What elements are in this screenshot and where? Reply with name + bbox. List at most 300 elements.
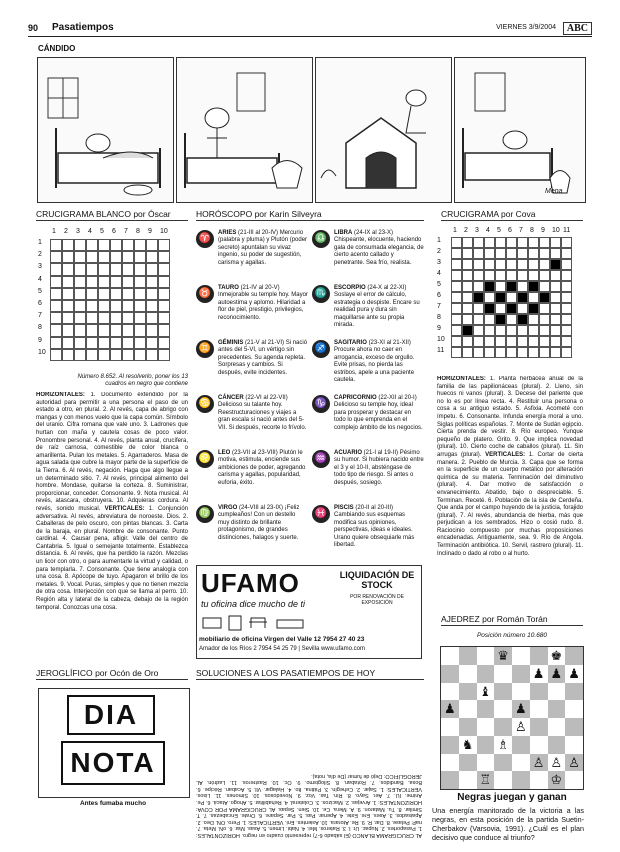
jeroglifico-word-1: DIA <box>67 695 155 735</box>
crossword-cell[interactable] <box>528 303 539 314</box>
crossword-cell[interactable] <box>62 312 74 324</box>
crossword-cell[interactable] <box>561 303 572 314</box>
chess-piece: ♙ <box>568 754 580 770</box>
crossword-cell[interactable] <box>74 239 86 251</box>
crossword-cell[interactable] <box>462 325 473 336</box>
crossword-cell[interactable] <box>506 303 517 314</box>
crossword-cell[interactable] <box>50 324 62 336</box>
crossword-cell[interactable] <box>134 276 146 288</box>
crossword-cell[interactable] <box>539 270 550 281</box>
sign-dates: (22-XII al 20-I) <box>378 395 417 401</box>
crossword-cell[interactable] <box>74 288 86 300</box>
crossword-cell[interactable] <box>517 314 528 325</box>
crossword-cell[interactable] <box>517 292 528 303</box>
crossword-cell[interactable] <box>122 337 134 349</box>
crossword-cell[interactable] <box>110 288 122 300</box>
zodiac-icon: ♈ <box>196 230 214 248</box>
crossword-cell[interactable] <box>158 276 170 288</box>
crossword-cell[interactable] <box>110 349 122 361</box>
crossword-cell[interactable] <box>561 347 572 358</box>
crossword-cell[interactable] <box>462 281 473 292</box>
crossword-cell[interactable] <box>122 312 134 324</box>
crossword-cell[interactable] <box>98 349 110 361</box>
crossword-cell[interactable] <box>86 288 98 300</box>
crossword-cell[interactable] <box>62 239 74 251</box>
sign-name: SAGITARIO <box>334 340 367 346</box>
crossword-cell[interactable] <box>517 336 528 347</box>
sign-name: VIRGO <box>218 505 238 511</box>
col-number: 1 <box>453 227 457 234</box>
crossword-cell[interactable] <box>528 281 539 292</box>
chess-square <box>459 718 477 736</box>
crossword-cell[interactable] <box>98 288 110 300</box>
crossword-cell[interactable] <box>110 324 122 336</box>
sign-name: LEO <box>218 450 231 456</box>
crossword-cell[interactable] <box>550 336 561 347</box>
crossword-cell[interactable] <box>451 336 462 347</box>
chess-square <box>512 647 530 665</box>
sign-forecast: Inmejorable su temple hoy. Mayor autoestima y aplomo. Hilaridad a flor de piel, prestigio, privilegios, reconocimiento. <box>218 292 308 321</box>
zodiac-icon: ♌ <box>196 450 214 468</box>
crossword-cell[interactable] <box>506 248 517 259</box>
crossword-cell[interactable] <box>550 325 561 336</box>
crossword-cell[interactable] <box>495 281 506 292</box>
crossword-cell[interactable] <box>462 336 473 347</box>
crossword-cell[interactable] <box>506 281 517 292</box>
crossword-cell[interactable] <box>98 300 110 312</box>
cova-horizontales-label: HORIZONTALES: <box>437 376 486 382</box>
crossword-cell[interactable] <box>134 337 146 349</box>
crossword-cell[interactable] <box>550 303 561 314</box>
crossword-cell[interactable] <box>506 292 517 303</box>
crossword-cell[interactable] <box>98 251 110 263</box>
crossword-cell[interactable] <box>506 270 517 281</box>
comic-panel-4 <box>454 57 586 203</box>
crossword-cell[interactable] <box>528 248 539 259</box>
chess-square <box>548 700 566 718</box>
crossword-cell[interactable] <box>50 349 62 361</box>
soluciones-text: AL CRUCIGRAMA BLANCO (El sábado 6-7) representó cuadro en negro. HORIZONTALES: 1. Pasaportes. 2. Nupac. Ur. I. 3. Rateros. Mei. 4. Nabi. Limen. 5. Asas. Mar. 6. oN. Meta. 7. naP. Pelase. 8. Dar. R. 9. Re. Atorara. 10. Asientes. Eni. VERTICALES: 1. Pero. ON. Deo. 2. Apaisados. 3. Ases. Ere. Este. 4. Apenar. Pas. 5. Par. Separe. 6. Orate. Encabezas. 7. T. Similar. 8. Tu. Mataron. 9. A. Mera. Ce. 10. Sien. Sepas. AL CRUCIGRAMA POR COVA: HORIZONTALES: 1. Arvejas. 2. Macizos. 3. Colateral. 4. Rehabilitar. 5. Ahogo. Atacá. 6. Pe. Anime. IU. 7. Aer. Sayo. 8. Rin. Tas. Voz. 9. Novedosos. 10. Simones. 11. Lisos. VERTICALES: 1. Sajar. 2. Cehegín. 3. Pátina. Ito. 4. Halagar. Vil. 5. Acaban. Récipe. 6. Bosa. Bandidos. 7. Rotaban. 8. Silogismo. 9. Oc. 10. Rastreros. 11. Ladrón. AL JEROGLÍFICO: Dejó de fumar (De día, nota). <box>196 772 422 838</box>
sign-dates: (23-VII al 23-VIII) <box>232 450 278 456</box>
crossword-cell[interactable] <box>98 276 110 288</box>
crossword-cell[interactable] <box>550 314 561 325</box>
crossword-cell[interactable] <box>451 237 462 248</box>
crossword-cell[interactable] <box>473 336 484 347</box>
crossword-cell[interactable] <box>50 337 62 349</box>
chess-square <box>477 700 495 718</box>
crossword-cell[interactable] <box>473 281 484 292</box>
crossword-cell[interactable] <box>484 281 495 292</box>
horoscope-text <box>218 230 308 267</box>
crossword-cell[interactable] <box>146 276 158 288</box>
crossword-cell[interactable] <box>98 239 110 251</box>
crossword-cell[interactable] <box>473 325 484 336</box>
col-number: 2 <box>464 227 468 234</box>
crossword-cell[interactable] <box>539 281 550 292</box>
crossword-cell[interactable] <box>539 347 550 358</box>
jeroglifico-heading: JEROGLÍFICO <box>36 668 93 678</box>
crossword-cell[interactable] <box>146 324 158 336</box>
crossword-cell[interactable] <box>451 314 462 325</box>
horoscope-sign <box>196 340 308 377</box>
crossword-cell[interactable] <box>98 263 110 275</box>
crossword-cell[interactable] <box>74 300 86 312</box>
crossword-cell[interactable] <box>62 263 74 275</box>
chess-square <box>565 683 583 701</box>
chess-square <box>459 754 477 772</box>
crossword-cell[interactable] <box>539 303 550 314</box>
chess-square <box>548 718 566 736</box>
crossword-cell[interactable] <box>495 325 506 336</box>
chess-square <box>459 647 477 665</box>
crossword-cell[interactable] <box>561 325 572 336</box>
crossword-cell[interactable] <box>158 300 170 312</box>
crossword-cell[interactable] <box>550 259 561 270</box>
crossword-cell[interactable] <box>86 337 98 349</box>
crossword-cell[interactable] <box>146 263 158 275</box>
crossword-cell[interactable] <box>528 292 539 303</box>
crossword-cell[interactable] <box>561 314 572 325</box>
crossword-cell[interactable] <box>517 347 528 358</box>
col-number: 8 <box>136 228 140 235</box>
crossword-cell[interactable] <box>484 237 495 248</box>
crossword-cell[interactable] <box>451 292 462 303</box>
sign-forecast: ¡Feliz cumpleaños! Con un destello muy distinto de brillante protagonismo, de grandes distinciones, halagos y suerte. <box>218 505 300 541</box>
row-number: 2 <box>437 248 441 255</box>
crossword-cell[interactable] <box>561 237 572 248</box>
crossword-cell[interactable] <box>495 237 506 248</box>
crossword-cell[interactable] <box>62 324 74 336</box>
crossword-cell[interactable] <box>451 248 462 259</box>
chess-square <box>477 736 495 754</box>
crossword-cell[interactable] <box>122 324 134 336</box>
crossword-cell[interactable] <box>495 347 506 358</box>
crossword-cell[interactable] <box>473 292 484 303</box>
crossword-cell[interactable] <box>86 300 98 312</box>
crossword-cell[interactable] <box>473 347 484 358</box>
crossword-cell[interactable] <box>484 248 495 259</box>
crossword-cell[interactable] <box>495 270 506 281</box>
crossword-cell[interactable] <box>561 292 572 303</box>
crucigrama-blanco-heading: CRUCIGRAMA BLANCO <box>36 209 131 219</box>
crossword-cell[interactable] <box>517 248 528 259</box>
crossword-cell[interactable] <box>158 349 170 361</box>
crossword-cell[interactable] <box>484 303 495 314</box>
sign-forecast: Mercurio (palabra y pluma) y Plutón (poder secreto) apuntalan su vivaz ingenio, su poder de sugestión, carisma y agallas. <box>218 230 308 266</box>
zodiac-icon: ♒ <box>312 450 330 468</box>
crossword-cell[interactable] <box>98 312 110 324</box>
crossword-cell[interactable] <box>110 276 122 288</box>
crossword-cell[interactable] <box>473 259 484 270</box>
crossword-cell[interactable] <box>50 251 62 263</box>
crossword-cell[interactable] <box>134 349 146 361</box>
row-number: 3 <box>437 259 441 266</box>
crossword-cell[interactable] <box>134 312 146 324</box>
crossword-cell[interactable] <box>517 281 528 292</box>
crossword-cell[interactable] <box>484 347 495 358</box>
crossword-cell[interactable] <box>86 324 98 336</box>
row-number: 8 <box>38 324 42 332</box>
crossword-cell[interactable] <box>451 325 462 336</box>
ajedrez-position-number: Posición número 10.680 <box>476 632 548 639</box>
crossword-cell[interactable] <box>495 314 506 325</box>
crossword-cell[interactable] <box>158 288 170 300</box>
chess-piece: ♙ <box>550 754 563 770</box>
crossword-cell[interactable] <box>506 314 517 325</box>
crossword-cell[interactable] <box>146 349 158 361</box>
crossword-cell[interactable] <box>74 337 86 349</box>
crucigrama-cova-author: por Cova <box>501 209 536 219</box>
crossword-cell[interactable] <box>550 281 561 292</box>
crossword-cell[interactable] <box>122 349 134 361</box>
crossword-cell[interactable] <box>495 259 506 270</box>
col-number: 6 <box>112 228 116 235</box>
crossword-cell[interactable] <box>528 270 539 281</box>
crossword-cell[interactable] <box>122 288 134 300</box>
crossword-cell[interactable] <box>539 336 550 347</box>
crossword-cell[interactable] <box>110 312 122 324</box>
chess-square <box>548 683 566 701</box>
crossword-cell[interactable] <box>451 347 462 358</box>
crucigrama-cova-grid <box>437 227 587 363</box>
crossword-cell[interactable] <box>158 324 170 336</box>
crossword-cell[interactable] <box>158 337 170 349</box>
crossword-cell[interactable] <box>550 270 561 281</box>
chess-piece: ♟ <box>568 665 580 681</box>
crossword-cell[interactable] <box>506 237 517 248</box>
crossword-cell[interactable] <box>122 300 134 312</box>
crossword-cell[interactable] <box>74 349 86 361</box>
crossword-cell[interactable] <box>62 300 74 312</box>
chess-square <box>530 736 548 754</box>
sign-dates: (21-V al 21-VI) <box>245 340 285 346</box>
crossword-cell[interactable] <box>528 336 539 347</box>
crossword-cell[interactable] <box>110 337 122 349</box>
crossword-cell[interactable] <box>122 276 134 288</box>
cova-horizontales-text: 1. Planta herbácea anual de la familia de las papilionáceas (plural). 2. Lleno, sin huecos ni vanos (plural). 3. Decese del pariente que no lo es por línea recta. 4. Restituir una persona o cosa a su antiguo estado. 5. Asfixia. Acometé con ímpetu. 6. Consonante. Infunda energía moral a uno. Siglas políticas españolas. 7. Monte de Sudán egipcio. Cierta prenda de vestir. 8. Río europeo. Yunque pequeño de platero. Grito. 9. Que implica novedad (plural). 10. Cierto coche de caballos (plural). 11. Sin arrugas (plural). <box>437 376 583 458</box>
horoscope-sign <box>312 285 424 329</box>
crossword-cell[interactable] <box>506 347 517 358</box>
crossword-cell[interactable] <box>473 270 484 281</box>
crossword-cell[interactable] <box>506 259 517 270</box>
crossword-cell[interactable] <box>86 239 98 251</box>
crossword-cell[interactable] <box>62 276 74 288</box>
crossword-cell[interactable] <box>517 237 528 248</box>
crossword-cell[interactable] <box>539 292 550 303</box>
crossword-cell[interactable] <box>74 312 86 324</box>
ajedrez-heading: AJEDREZ <box>441 614 480 624</box>
crossword-cell[interactable] <box>74 251 86 263</box>
crossword-cell[interactable] <box>146 239 158 251</box>
crossword-cell[interactable] <box>134 239 146 251</box>
crossword-cell[interactable] <box>86 276 98 288</box>
crossword-cell[interactable] <box>50 263 62 275</box>
crossword-cell[interactable] <box>495 292 506 303</box>
crossword-cell[interactable] <box>86 251 98 263</box>
crossword-cell[interactable] <box>98 324 110 336</box>
crossword-cell[interactable] <box>484 336 495 347</box>
chess-piece: ♟ <box>515 701 527 717</box>
sign-name: CAPRICORNIO <box>334 395 377 401</box>
crossword-cell[interactable] <box>528 259 539 270</box>
crossword-cell[interactable] <box>561 270 572 281</box>
crossword-cell[interactable] <box>462 237 473 248</box>
row-number: 7 <box>437 303 441 310</box>
crossword-cell[interactable] <box>484 259 495 270</box>
crossword-cell[interactable] <box>122 251 134 263</box>
crossword-cell[interactable] <box>473 303 484 314</box>
crossword-cell[interactable] <box>74 324 86 336</box>
crossword-cell[interactable] <box>158 251 170 263</box>
crossword-cell[interactable] <box>451 303 462 314</box>
crossword-cell[interactable] <box>110 263 122 275</box>
crossword-cell[interactable] <box>158 239 170 251</box>
crossword-cell[interactable] <box>473 314 484 325</box>
sign-name: LIBRA <box>334 230 353 236</box>
crossword-cell[interactable] <box>539 325 550 336</box>
sign-name: ESCORPIO <box>334 285 366 291</box>
crossword-cell[interactable] <box>484 292 495 303</box>
crossword-cell[interactable] <box>134 288 146 300</box>
crossword-cell[interactable] <box>462 270 473 281</box>
chess-square <box>477 665 495 683</box>
zodiac-icon: ♊ <box>196 340 214 358</box>
crossword-cell[interactable] <box>550 237 561 248</box>
crossword-cell[interactable] <box>110 251 122 263</box>
ad-line-1: mobiliario de oficina Virgen del Valle 12 7954 27 40 23 <box>199 636 365 643</box>
row-number: 9 <box>437 325 441 332</box>
crossword-cell[interactable] <box>462 303 473 314</box>
crossword-cell[interactable] <box>462 347 473 358</box>
crossword-cell[interactable] <box>146 251 158 263</box>
chess-square <box>530 647 548 665</box>
row-number: 11 <box>437 347 445 354</box>
crossword-cell[interactable] <box>122 239 134 251</box>
chess-piece: ♟ <box>550 665 563 681</box>
crossword-cell[interactable] <box>50 288 62 300</box>
crossword-cell[interactable] <box>50 276 62 288</box>
crossword-cell[interactable] <box>50 300 62 312</box>
crossword-cell[interactable] <box>517 259 528 270</box>
crossword-cell[interactable] <box>495 248 506 259</box>
crossword-cell[interactable] <box>517 270 528 281</box>
crossword-cell[interactable] <box>550 248 561 259</box>
crossword-cell[interactable] <box>495 303 506 314</box>
crossword-cell[interactable] <box>528 347 539 358</box>
crossword-cell[interactable] <box>451 270 462 281</box>
crucigrama-blanco-note: Número 8.652. Al resolverlo, poner los 13 cuadros en negro que contiene <box>77 374 188 387</box>
crossword-cell[interactable] <box>528 314 539 325</box>
crossword-cell[interactable] <box>462 248 473 259</box>
crossword-cell[interactable] <box>134 251 146 263</box>
crossword-cell[interactable] <box>110 239 122 251</box>
crossword-cell[interactable] <box>158 312 170 324</box>
crossword-cell[interactable] <box>550 347 561 358</box>
zodiac-icon: ♋ <box>196 395 214 413</box>
crossword-cell[interactable] <box>506 325 517 336</box>
soluciones-title <box>196 668 424 680</box>
horoscope-text <box>334 285 424 329</box>
crossword-cell[interactable] <box>528 237 539 248</box>
crossword-cell[interactable] <box>451 281 462 292</box>
crossword-cell[interactable] <box>74 263 86 275</box>
crossword-cell[interactable] <box>134 300 146 312</box>
crossword-cell[interactable] <box>462 314 473 325</box>
crossword-cell[interactable] <box>539 314 550 325</box>
chess-square <box>441 665 459 683</box>
horoscope-text <box>334 395 424 432</box>
crossword-cell[interactable] <box>561 259 572 270</box>
crossword-cell[interactable] <box>146 288 158 300</box>
crossword-cell[interactable] <box>74 276 86 288</box>
crossword-cell[interactable] <box>98 337 110 349</box>
crossword-cell[interactable] <box>550 292 561 303</box>
crossword-cell[interactable] <box>146 312 158 324</box>
crossword-cell[interactable] <box>86 312 98 324</box>
crossword-cell[interactable] <box>122 263 134 275</box>
horoscope-text <box>218 505 308 542</box>
crossword-cell[interactable] <box>62 288 74 300</box>
horizontales-text: 1. Documento extendido por la autoridad para permitir a una persona el paso de un estado a otro, en plural. 2. Al revés, capa de abrigo con mangas y con menos vuelo que la capa común. Símbolo del uranio. Cifra romana que vale uno. 3. Ladrones que hurtan con maña y cautela cosas de poco valor. Pronombre personal. 4. Al revés, planta anual, crucífera, de raíz carnosa, comestible de color blanca o amarillenta. Pulan los metales. 5. Agarraderos. Masa de agua salada que cubre la mayor parte de la superficie de la Tierra. 6. Al revés, negación. Haga que algo llegue a un determinado sitio. 7. Al revés, principal alimento del hombre. Mondase, quitarse la corteza. 8. Suministrar, proporcionar, conceder. Consonante. 9. Nota musical. Al revés, atascara, obstruyera. 10. Adquieras cordura. Al revés, sonido musical. <box>36 392 188 512</box>
crossword-cell[interactable] <box>561 281 572 292</box>
crossword-cell[interactable] <box>146 337 158 349</box>
horoscope-sign <box>312 505 424 549</box>
crossword-cell[interactable] <box>506 336 517 347</box>
chess-square <box>494 665 512 683</box>
horoscope-text <box>334 450 424 487</box>
crossword-cell[interactable] <box>484 270 495 281</box>
crossword-cell[interactable] <box>62 251 74 263</box>
crossword-cell[interactable] <box>451 259 462 270</box>
crossword-cell[interactable] <box>473 237 484 248</box>
ad-brand: UFAMO <box>201 568 300 598</box>
crossword-cell[interactable] <box>484 325 495 336</box>
chess-square <box>512 683 530 701</box>
sign-dates: (22-VI al 22-VII) <box>245 395 288 401</box>
crossword-cell[interactable] <box>158 263 170 275</box>
crossword-cell[interactable] <box>561 248 572 259</box>
crossword-cell[interactable] <box>517 303 528 314</box>
crossword-cell[interactable] <box>495 336 506 347</box>
crossword-cell[interactable] <box>517 325 528 336</box>
crossword-cell[interactable] <box>462 259 473 270</box>
crossword-cell[interactable] <box>86 263 98 275</box>
crossword-cell[interactable] <box>539 259 550 270</box>
crossword-cell[interactable] <box>62 337 74 349</box>
crossword-cell[interactable] <box>146 300 158 312</box>
crossword-cell[interactable] <box>473 248 484 259</box>
sign-name: ARIES <box>218 230 237 236</box>
crossword-cell[interactable] <box>110 300 122 312</box>
crossword-cell[interactable] <box>50 312 62 324</box>
crossword-cell[interactable] <box>539 248 550 259</box>
chess-piece: ♚ <box>550 648 563 663</box>
chess-square <box>441 736 459 754</box>
crossword-cell[interactable] <box>561 336 572 347</box>
col-number: 2 <box>64 228 68 235</box>
zodiac-icon: ♎ <box>312 230 330 248</box>
crossword-cell[interactable] <box>134 324 146 336</box>
crossword-cell[interactable] <box>462 292 473 303</box>
crossword-cell[interactable] <box>50 239 62 251</box>
crossword-cell[interactable] <box>86 349 98 361</box>
crossword-cell[interactable] <box>539 237 550 248</box>
crossword-cell[interactable] <box>134 263 146 275</box>
horoscopo-title <box>196 209 424 221</box>
crossword-cell[interactable] <box>528 325 539 336</box>
crossword-cell[interactable] <box>62 349 74 361</box>
crossword-cell[interactable] <box>484 314 495 325</box>
